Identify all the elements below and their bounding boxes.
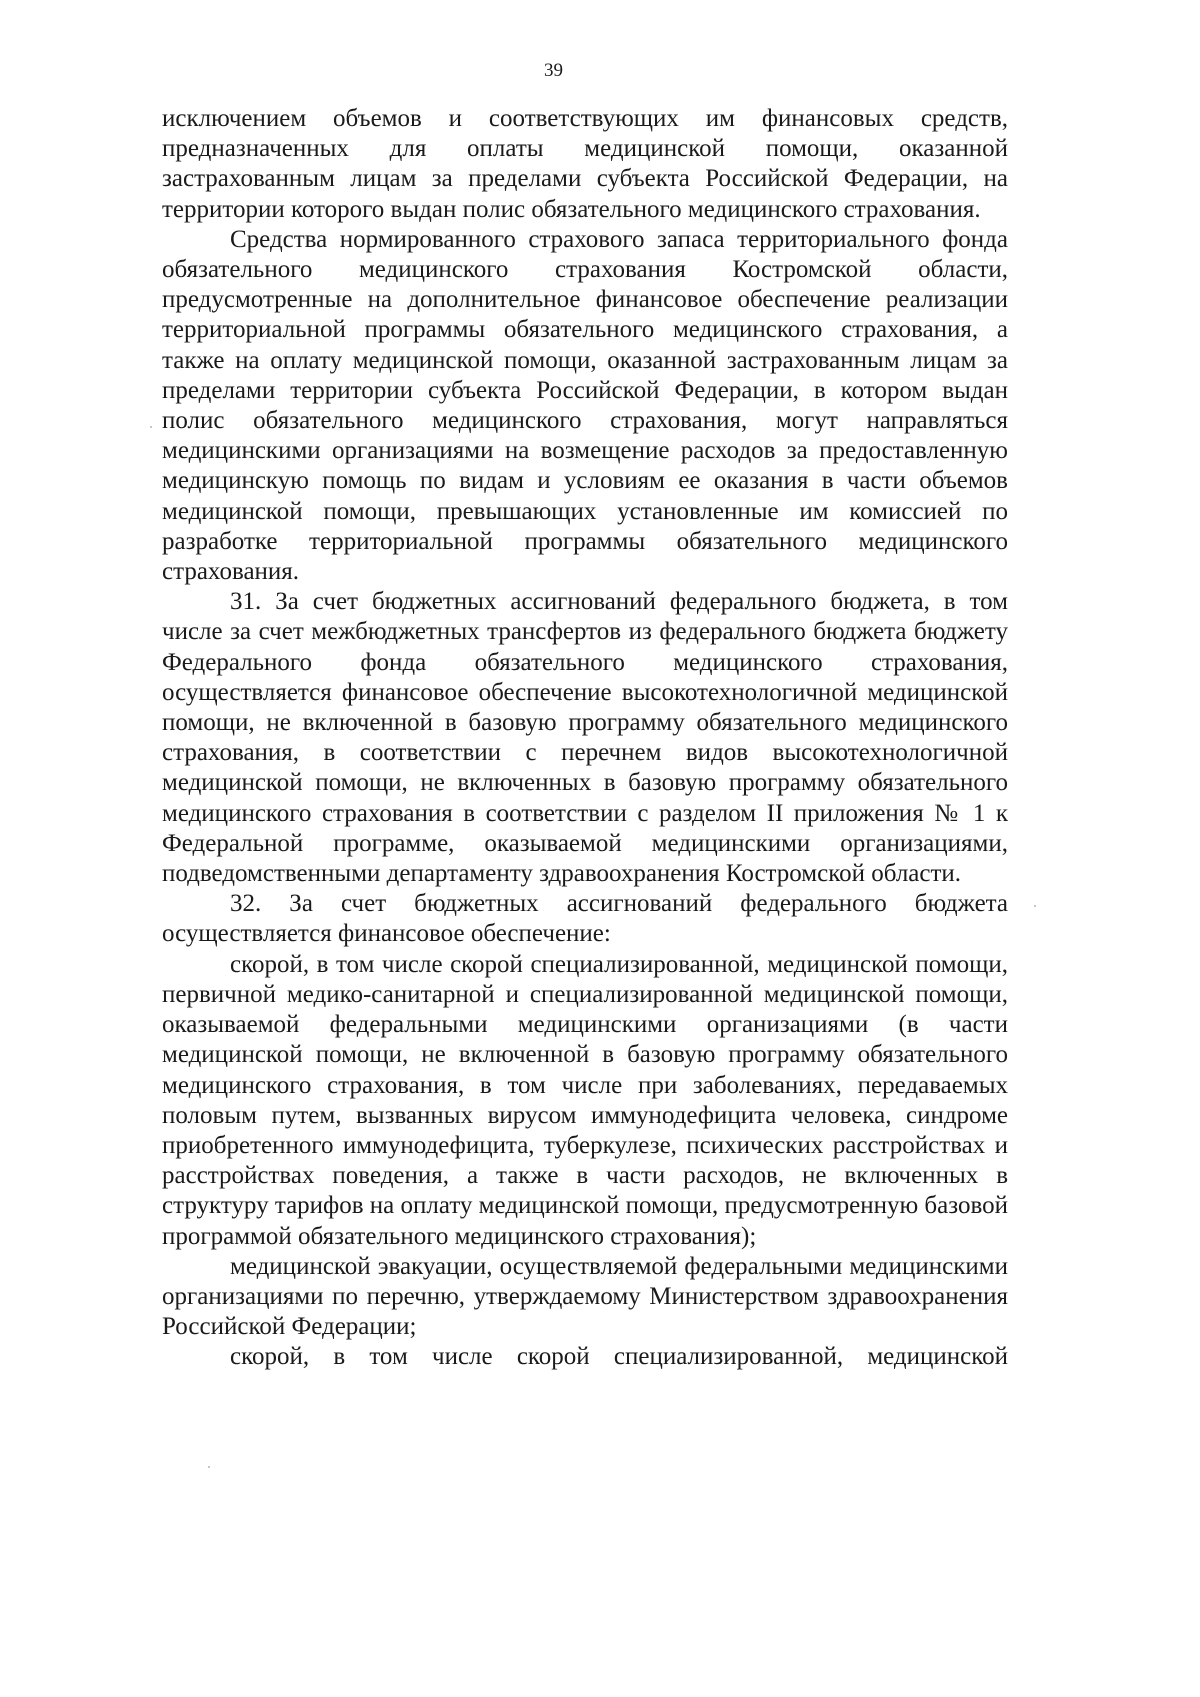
paragraph-item-32: 32. За счет бюджетных ассигнований федерального бюджета осуществляется финансовое обеспечение:: [162, 890, 1008, 948]
scan-speck: [208, 1466, 210, 1468]
page-number: 39: [544, 60, 563, 81]
paragraph-item-31: 31. За счет бюджетных ассигнований федерального бюджета, в том числе за счет межбюджетных трансфертов из федерального бюджета бюджету Федерального фонда обязательного медицинского страхования, осуществляется финансовое обеспечение высокотехнологичной медицинской помощи, не включенной в базовую программу обязательного медицинского страхования, в соответствии с перечнем видов высокотехнологичной медицинской помощи, не включенных в базовую программу обязательного медицинского страхования в соответствии с разделом II приложения № 1 к Федеральной программе, оказываемой медицинскими организациями, подведомственными департаменту здравоохранения Костромской области.: [162, 588, 1008, 888]
paragraph-insurance-reserve: Средства нормированного страхового запаса территориального фонда обязательного медицинского страхования Костромской области, предусмотренные на дополнительное финансовое обеспечение реализации территориальной программы обязательного медицинского страхования, а также на оплату медицинской помощи, оказанной застрахованным лицам за пределами территории субъекта Российской Федерации, в котором выдан полис обязательного медицинского страхования, могут направляться медицинскими организациями на возмещение расходов за предоставленную медицинскую помощь по видам и условиям ее оказания в части объемов медицинской помощи, превышающих установленные им комиссией по разработке территориальной программы обязательного медицинского страхования.: [162, 225, 1008, 586]
paragraph-medical-evacuation: медицинской эвакуации, осуществляемой федеральными медицинскими организациями по перечню, утверждаемому Министерством здравоохранения Российской Федерации;: [162, 1252, 1008, 1341]
body-text: [162, 104, 1008, 1373]
scan-speck: [150, 426, 152, 428]
paragraph-continuation: исключением объемов и соответствующих им финансовых средств, предназначенных для оплаты медицинской помощи, оказанной застрахованным лицам за пределами субъекта Российской Федерации, на территории которого выдан полис обязательного медицинского страхования.: [162, 105, 1008, 223]
paragraph-emergency-care-continued: скорой, в том числе скорой специализированной, медицинской: [230, 1343, 1008, 1371]
paragraph-emergency-care: скорой, в том числе скорой специализированной, медицинской помощи, первичной медико-санитарной и специализированной медицинской помощи, оказываемой федеральными медицинскими организациями (в части медицинской помощи, не включенной в базовую программу обязательного медицинского страхования, в том числе при заболеваниях, передаваемых половым путем, вызванных вирусом иммунодефицита человека, синдроме приобретенного иммунодефицита, туберкулезе, психических расстройствах и расстройствах поведения, а также в части расходов, не включенных в структуру тарифов на оплату медицинской помощи, предусмотренную базовой программой обязательного медицинского страхования);: [162, 950, 1008, 1250]
scan-speck: [1034, 905, 1036, 907]
